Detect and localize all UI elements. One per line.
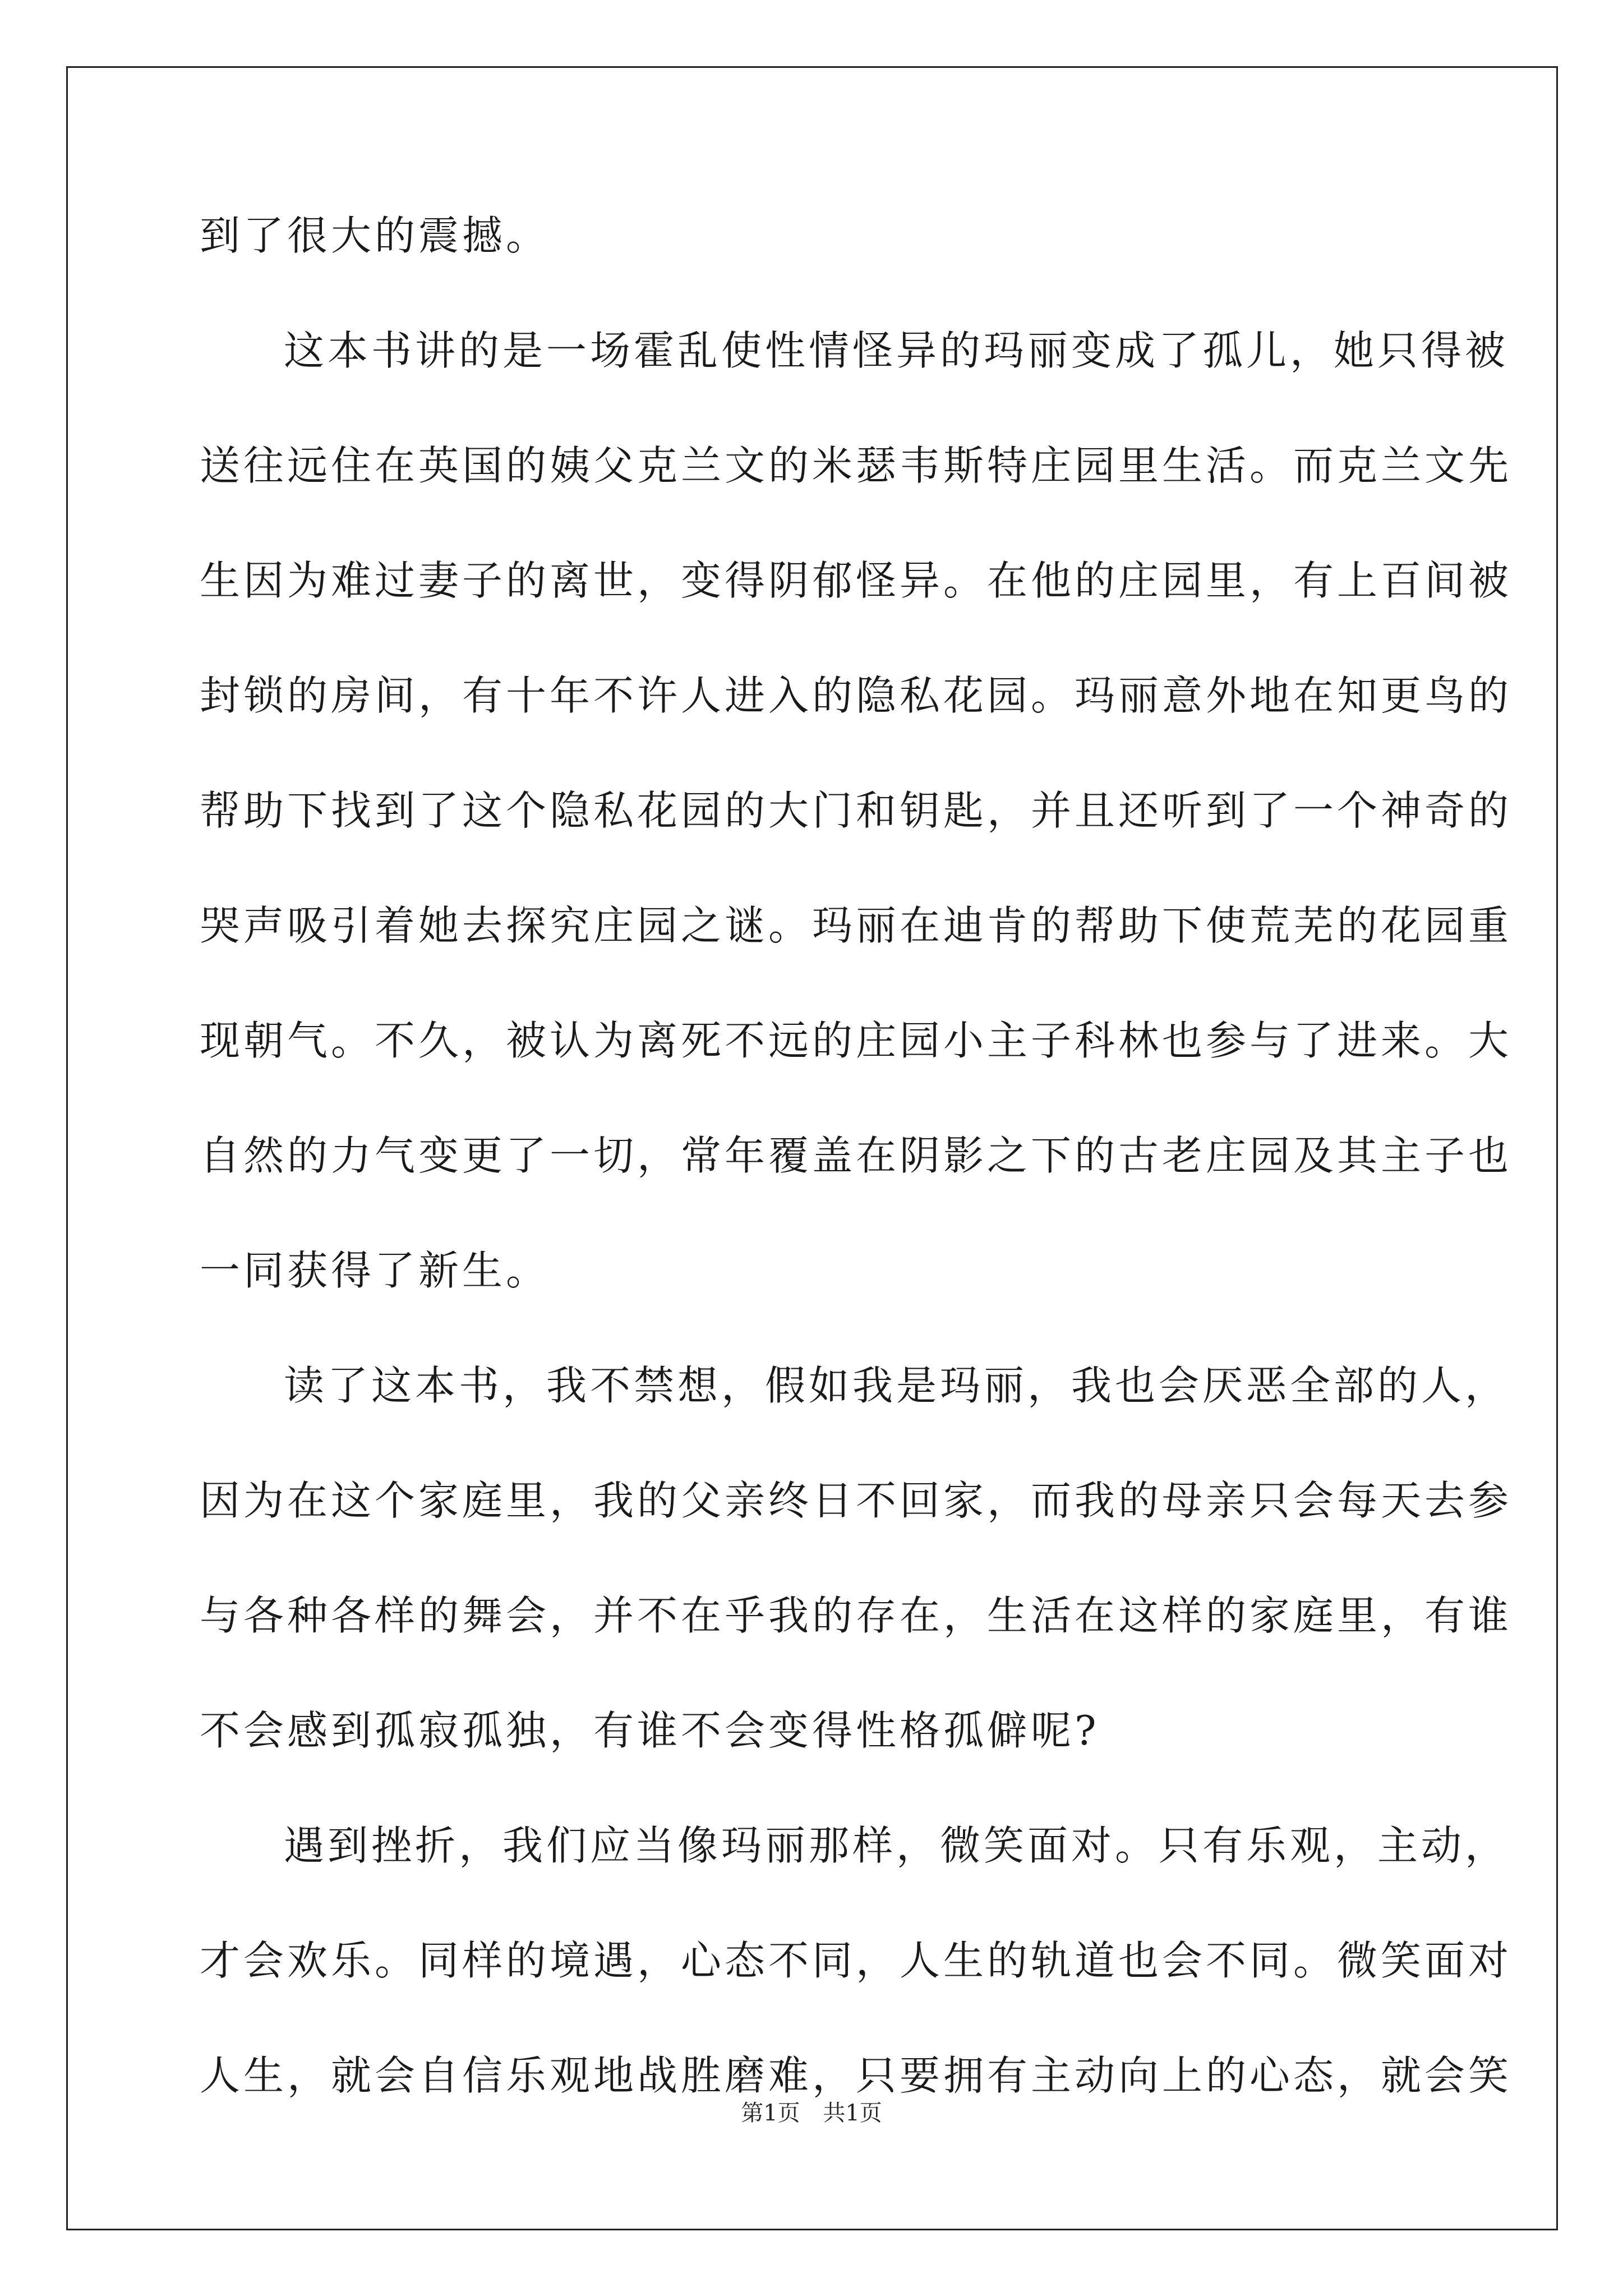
paragraph-start-line: 这本书讲的是一场霍乱使性情怪异的玛丽变成了孤儿，她只得被 [284, 327, 1509, 374]
text-line: 与各种各样的舞会，并不在乎我的存在，生活在这样的家庭里，有谁 [200, 1592, 1513, 1639]
text-line: 现朝气。不久，被认为离死不远的庄园小主子科林也参与了进来。大 [200, 1017, 1513, 1064]
text-line: 不会感到孤寂孤独，有谁不会变得性格孤僻呢? [200, 1707, 1100, 1754]
page-number-total: 共1页 [823, 2100, 882, 2126]
text-line: 送往远住在英国的姨父克兰文的米瑟韦斯特庄园里生活。而克兰文先 [200, 442, 1513, 489]
text-line: 自然的力气变更了一切，常年覆盖在阴影之下的古老庄园及其主子也 [200, 1132, 1513, 1179]
text-line: 才会欢乐。同样的境遇，心态不同，人生的轨道也会不同。微笑面对 [200, 1937, 1513, 1984]
text-line: 封锁的房间，有十年不许人进入的隐私花园。玛丽意外地在知更鸟的 [200, 672, 1513, 719]
text-line: 因为在这个家庭里，我的父亲终日不回家，而我的母亲只会每天去参 [200, 1477, 1513, 1524]
paragraph-start-line: 遇到挫折，我们应当像玛丽那样，微笑面对。只有乐观，主动， [284, 1822, 1509, 1869]
text-line: 到了很大的震撼。 [200, 212, 550, 259]
text-line: 哭声吸引着她去探究庄园之谜。玛丽在迪肯的帮助下使荒芜的花园重 [200, 902, 1513, 949]
text-line: 生因为难过妻子的离世，变得阴郁怪异。在他的庄园里，有上百间被 [200, 557, 1513, 604]
text-line: 一同获得了新生。 [200, 1247, 550, 1294]
page-footer [0, 2095, 1623, 2127]
text-line: 人生，就会自信乐观地战胜磨难，只要拥有主动向上的心态，就会笑 [200, 2052, 1513, 2099]
page-number-current: 第1页 [741, 2100, 800, 2126]
paragraph-start-line: 读了这本书，我不禁想，假如我是玛丽，我也会厌恶全部的人， [284, 1362, 1509, 1409]
text-line: 帮助下找到了这个隐私花园的大门和钥匙，并且还听到了一个神奇的 [200, 787, 1513, 834]
document-body [200, 208, 1513, 2162]
